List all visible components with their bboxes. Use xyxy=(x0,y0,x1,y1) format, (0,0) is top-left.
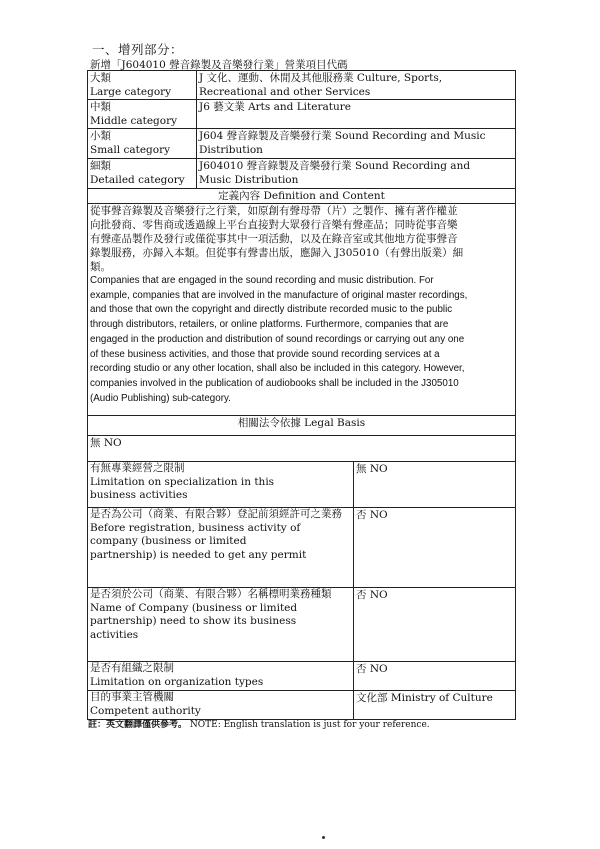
legal-basis-header: 相關法令依據 Legal Basis xyxy=(88,416,516,436)
section-heading: 一、增列部分： xyxy=(92,42,184,57)
category-value-cell xyxy=(197,159,516,189)
legal-basis-header-row xyxy=(88,416,516,436)
category-value-en: Music Distribution xyxy=(199,174,299,186)
condition-label-en: Before registration, business activity of xyxy=(90,521,301,534)
definition-en-line: and those that own the copyright and directly distribute recorded music to the public xyxy=(90,304,453,316)
condition-label-en: partnership) need to show its business xyxy=(90,615,297,627)
condition-value: 否 NO xyxy=(354,508,516,588)
definition-content-row xyxy=(88,204,516,416)
footnote-text: NOTE: English translation is just for your reference. xyxy=(189,720,430,730)
category-row-middle xyxy=(88,100,516,129)
category-label-zh: 大類 xyxy=(90,72,111,84)
condition-label-en: Limitation on organization types xyxy=(90,675,264,688)
category-label-cell xyxy=(88,71,197,100)
category-label-zh: 細類 xyxy=(90,160,111,172)
category-label-en: Large category xyxy=(90,86,172,98)
category-label-en: Small category xyxy=(90,144,171,156)
definition-en-line: of these business activities, and those that provide sound recording services at a xyxy=(90,348,440,360)
definition-zh-line: 從事聲音錄製及音樂發行之行業，如原創有聲母帶（片）之製作、擁有著作權並 xyxy=(90,205,458,217)
category-label-cell xyxy=(88,159,197,189)
definition-content xyxy=(88,204,516,416)
category-value-cell xyxy=(197,71,516,100)
definition-header-row xyxy=(88,189,516,204)
condition-row-permit xyxy=(88,508,516,588)
condition-label xyxy=(88,508,354,588)
business-item-table xyxy=(87,70,516,720)
definition-en-line: through distributors, retailers, or online platforms. Furthermore, companies that are xyxy=(90,319,449,331)
definition-en-line: companies involved in the publication of audiobooks shall be included in the J305010 xyxy=(90,377,459,389)
condition-label-en: business activities xyxy=(90,489,188,501)
category-value-cell xyxy=(197,129,516,159)
category-label-cell xyxy=(88,129,197,159)
condition-label xyxy=(88,662,354,691)
condition-label-en: partnership) is needed to get any permit xyxy=(90,548,307,561)
condition-row-authority xyxy=(88,691,516,720)
definition-en-line: (Audio Publishing) sub-category. xyxy=(90,392,231,404)
condition-label-zh: 有無專業經營之限制 xyxy=(90,462,185,474)
condition-label-en: Competent authority xyxy=(90,704,201,717)
definition-zh-line: 類。 xyxy=(90,261,111,273)
condition-label xyxy=(88,588,354,662)
category-value-en: Recreational and other Services xyxy=(199,86,371,98)
condition-row-specialization xyxy=(88,462,516,508)
condition-value: 否 NO xyxy=(354,588,516,662)
condition-label-zh: 是否為公司（商業、有限合夥）登記前須經許可之業務 xyxy=(90,508,342,520)
condition-label-zh: 是否有組織之限制 xyxy=(90,662,174,674)
category-value-zh: J604010 聲音錄製及音樂發行業 Sound Recording and xyxy=(199,160,471,172)
condition-row-organization xyxy=(88,662,516,691)
category-label-zh: 小類 xyxy=(90,130,111,142)
footnote xyxy=(88,717,430,730)
definition-en-line: Companies that are engaged in the sound recording and music distribution. For xyxy=(90,275,434,286)
condition-label-en: activities xyxy=(90,628,139,641)
category-row-small xyxy=(88,129,516,159)
condition-row-company-name xyxy=(88,588,516,662)
definition-header: 定義內容 Definition and Content xyxy=(88,189,516,204)
definition-zh-line: 錄製服務，亦歸入本類。但從事有聲書出版，應歸入 J305010（有聲出版業）細 xyxy=(90,247,464,259)
footnote-label: 註：英文翻譯僅供參考。 xyxy=(88,720,188,730)
condition-label-en: company (business or limited xyxy=(90,535,247,547)
category-label-en: Detailed category xyxy=(90,174,185,186)
condition-label-zh: 目的事業主管機關 xyxy=(90,691,174,703)
category-value-zh: J6 藝文業 Arts and Literature xyxy=(199,101,351,113)
table-caption: 新增「J604010 聲音錄製及音樂發行業」營業項目代碼 xyxy=(90,59,348,71)
scan-speck xyxy=(322,836,325,839)
condition-value: 無 NO xyxy=(354,462,516,508)
definition-en-line: recording studio or any other location, shall also be included in this category. However, xyxy=(90,363,465,375)
condition-label-en: Limitation on specialization in this xyxy=(90,475,275,488)
category-value-zh: J 文化、運動、休閒及其他服務業 Culture, Sports, xyxy=(199,72,443,84)
category-row-detailed xyxy=(88,159,516,189)
category-label-en: Middle category xyxy=(90,115,178,127)
condition-label xyxy=(88,691,354,720)
condition-label-en: Name of Company (business or limited xyxy=(90,601,298,614)
category-label-zh: 中類 xyxy=(90,101,111,113)
definition-en-line: engaged in the production and distribution of sound recordings or carrying out any one xyxy=(90,333,465,345)
condition-value: 文化部 Ministry of Culture xyxy=(354,691,516,720)
definition-en-line: example, companies that are involved in the manufacture of original master recordings, xyxy=(90,289,468,301)
definition-zh-line: 有聲產品製作及發行或僅從事其中一項活動，以及在錄音室或其他地方從事聲音 xyxy=(90,233,458,245)
legal-basis-value-row xyxy=(88,436,516,462)
category-label-cell xyxy=(88,100,197,129)
definition-zh-line: 向批發商、零售商或透過線上平台直接對大眾發行音樂有聲產品；同時從事音樂 xyxy=(90,219,458,231)
condition-label-zh: 是否須於公司（商業、有限合夥）名稱標明業務種類 xyxy=(90,588,332,600)
condition-value: 否 NO xyxy=(354,662,516,691)
legal-basis-value: 無 NO xyxy=(88,436,516,462)
category-value-en: Distribution xyxy=(199,144,263,156)
condition-label xyxy=(88,462,354,508)
category-row-large xyxy=(88,71,516,100)
category-value-zh: J604 聲音錄製及音樂發行業 Sound Recording and Music xyxy=(199,130,486,142)
category-value-cell xyxy=(197,100,516,129)
